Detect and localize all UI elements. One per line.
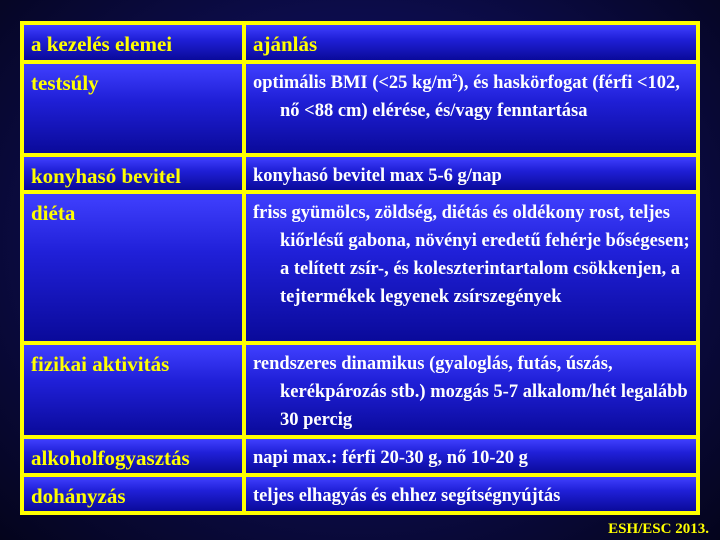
row-label: alkoholfogyasztás [24,439,242,473]
row-text [246,439,696,473]
row-text-part: ), és haskörfogat (férfi <102, nő <88 cm) elérése, és/vagy fenntartása [280,73,680,121]
header-cell-elements: a kezelés elemei [24,25,242,60]
row-text-content: napi max.: férfi 20-30 g, nő 10-20 g [253,448,528,468]
row-text-content: friss gyümölcs, zöldség, diétás és oldékony rost, teljes kiőrlésű gabona, növényi eredetű fehérje bőségesen; a telített zsír-, és koleszterintartalom csökkenjen, a tejtermékek legyenek zsírszegények [253,203,690,307]
row-text-part: optimális BMI (<25 kg/m [253,73,453,93]
row-text [246,477,696,511]
header-cell-recommendation: ajánlás [246,25,696,60]
row-text [246,157,696,190]
row-label: fizikai aktivitás [24,345,242,435]
row-text-content: konyhasó bevitel max 5-6 g/nap [253,166,502,186]
row-text-content: teljes elhagyás és ehhez segítségnyújtás [253,486,561,506]
row-text [246,64,696,153]
superscript: 2 [452,72,458,84]
row-label: diéta [24,194,242,341]
row-text [246,345,696,435]
row-text [246,194,696,341]
row-label: konyhasó bevitel [24,157,242,190]
row-label: dohányzás [24,477,242,511]
row-label: testsúly [24,64,242,153]
recommendations-table [20,21,700,515]
row-text-content: rendszeres dinamikus (gyaloglás, futás, úszás, kerékpározás stb.) mozgás 5-7 alkalom/hét legalább 30 percig [253,354,688,430]
source-citation: ESH/ESC 2013. [608,521,709,537]
